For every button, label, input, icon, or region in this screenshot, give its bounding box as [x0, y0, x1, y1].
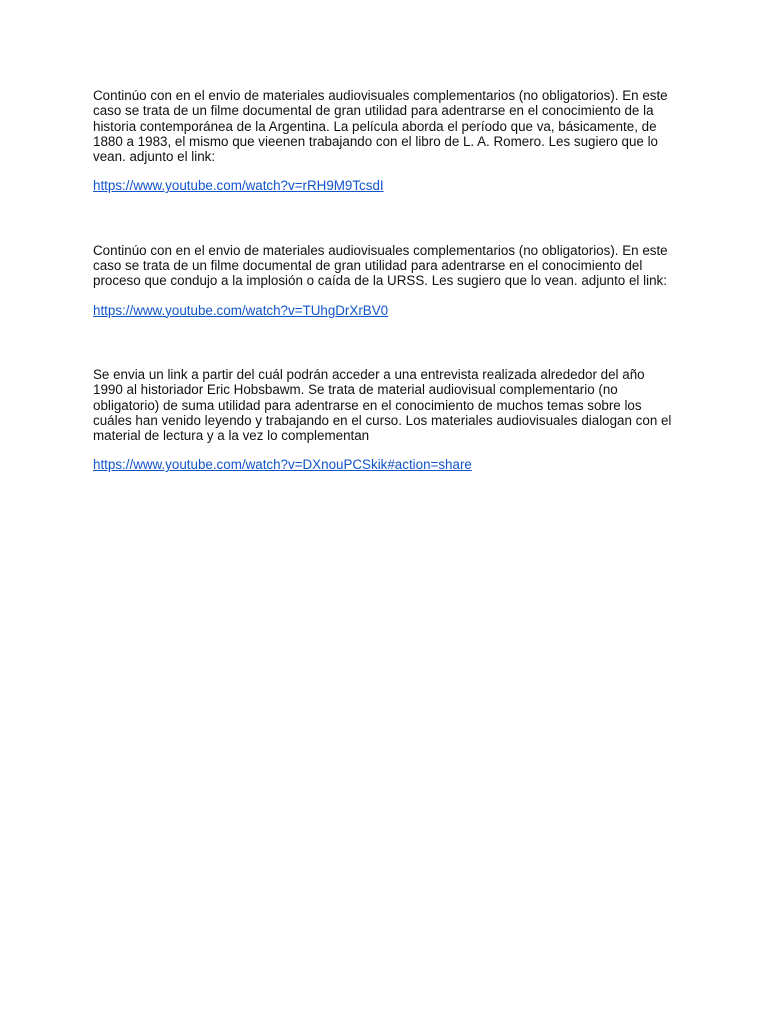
message-block-2: [93, 243, 678, 318]
message-block-1: [93, 88, 678, 194]
message-paragraph-1: Continúo con en el envio de materiales audiovisuales complementarios (no obligatorios). En este caso se trata de un filme documental de gran utilidad para adentrarse en el conocimiento de la historia contemporánea de la Argentina. La película aborda el período que va, básicamente, de 1880 a 1983, el mismo que vieenen trabajando con el libro de L. A. Romero. Les sugiero que lo vean. adjunto el link:: [93, 88, 668, 165]
youtube-link-2[interactable]: https://www.youtube.com/watch?v=TUhgDrXrBV0: [93, 302, 389, 318]
document-page: [93, 88, 678, 473]
message-block-3: [93, 367, 678, 473]
youtube-link-1[interactable]: https://www.youtube.com/watch?v=rRH9M9TcsdI: [93, 178, 384, 194]
message-paragraph-3: Se envia un link a partir del cuál podrán acceder a una entrevista realizada alrededor del año 1990 al historiador Eric Hobsbawm. Se trata de material audiovisual complementario (no obligatorio) de suma utilidad para adentrarse en el conocimiento de muchos temas sobre los cuáles han venido leyendo y trabajando en el curso. Los materiales audiovisuales dialogan con el material de lectura y a la vez lo complementan: [93, 366, 672, 444]
message-paragraph-2: Continúo con en el envio de materiales audiovisuales complementarios (no obligatorios). En este caso se trata de un filme documental de gran utilidad para adentrarse en el conocimiento del proceso que condujo a la implosión o caída de la URSS. Les sugiero que lo vean. adjunto el link:: [93, 242, 668, 289]
youtube-link-3[interactable]: https://www.youtube.com/watch?v=DXnouPCSkik#action=share: [93, 457, 472, 473]
